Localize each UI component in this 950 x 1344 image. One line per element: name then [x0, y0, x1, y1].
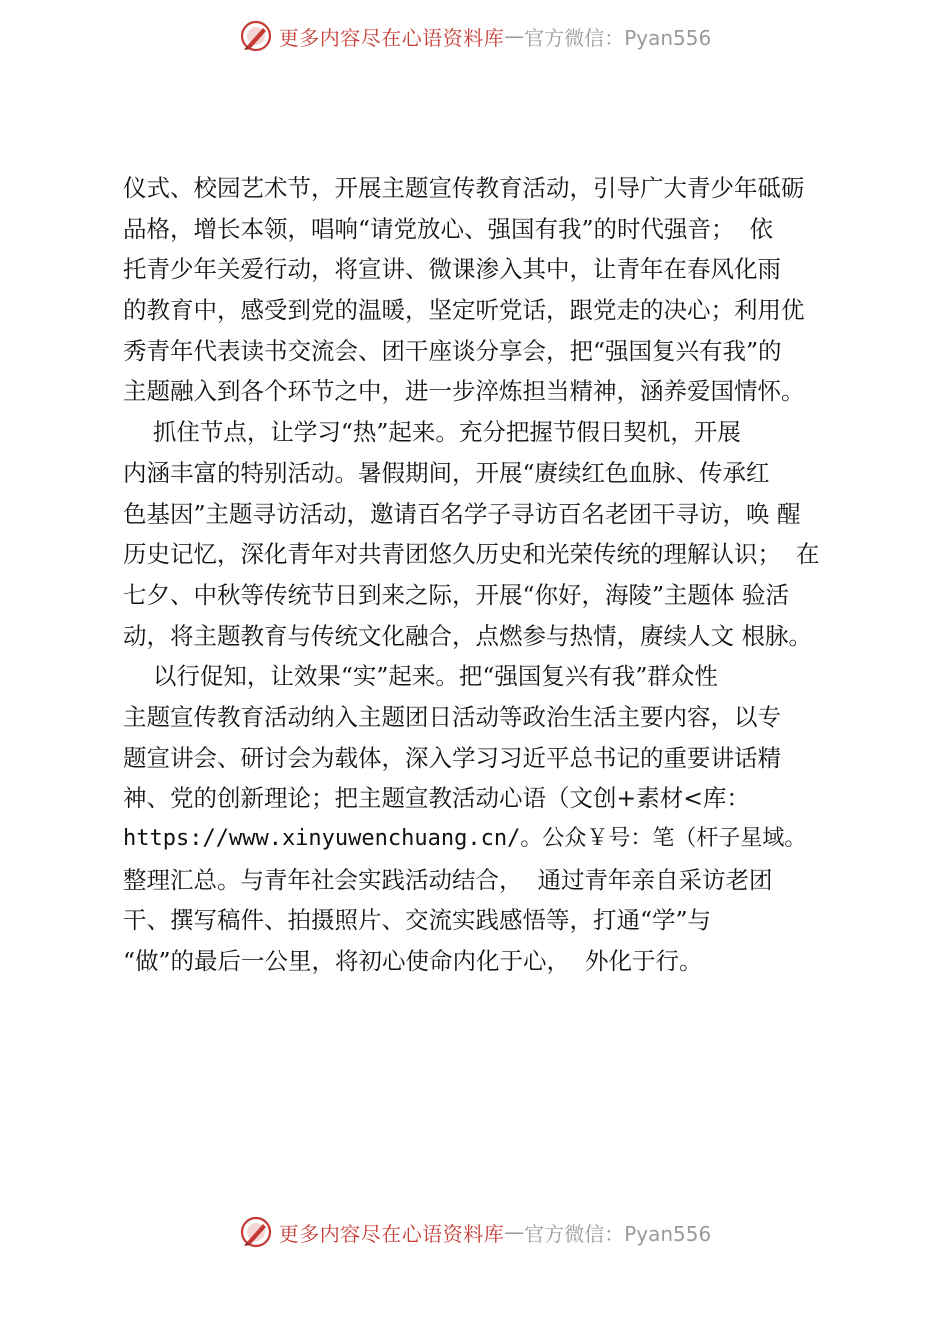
- text-line: 内涵丰富的特别活动。暑假期间，开展“赓续红色血脉、传承红: [123, 458, 770, 487]
- text-line: 抓住节点，让学习“热”起来。充分把握节假日契机，开展: [123, 418, 741, 447]
- banner-text: 更多内容尽在心语资料库: [278, 25, 505, 50]
- text-line: 仪式、校园艺术节，开展主题宣传教育活动，引导广大青少年砥砺: [123, 174, 805, 202]
- text-line: 历史记忆，深化青年对共青团悠久历史和光荣传统的理解认识； 在: [123, 540, 820, 569]
- text-line: 主题宣传教育活动纳入主题团日活动等政治生活主要内容，以专: [123, 702, 781, 731]
- pen-circle-logo-icon: [239, 1215, 273, 1249]
- pen-circle-logo-icon: [239, 19, 273, 53]
- text-line: 的教育中，感受到党的温暖，坚定听党话，跟党走的决心；利用优: [123, 296, 805, 325]
- text-line: 秀青年代表读书交流会、团干座谈分享会，把“强国复兴有我”的: [123, 336, 782, 365]
- header-watermark: [0, 14, 950, 58]
- text-line: 托青少年关爱行动，将宣讲、微课渗入其中，让青年在春风化雨: [123, 255, 781, 284]
- text-line: 神、党的创新理论；把主题宣教活动心语（文创+素材<库：: [123, 784, 750, 813]
- footer-watermark: [0, 1210, 950, 1254]
- text-line: 色基因”主题寻访活动，邀请百名学子寻访百名老团干寻访，唤 醒: [123, 499, 801, 528]
- text-line: 品格，增长本领，唱响“请党放心、强国有我”的时代强音； 依: [123, 214, 773, 243]
- text-line: “做”的最后一公里，将初心使命内化于心， 外化于行。: [123, 947, 703, 976]
- banner-wechat: 官方微信：Pyan556: [524, 25, 712, 50]
- banner-text: 更多内容尽在心语资料库: [278, 1221, 505, 1246]
- text-line: 以行促知，让效果“实”起来。把“强国复兴有我”群众性: [123, 662, 718, 691]
- document-body: [123, 168, 859, 982]
- text-line: 动，将主题教育与传统文化融合，点燃参与热情，赓续人文 根脉。: [123, 621, 812, 650]
- text-line: 干、撰写稿件、拍摄照片、交流实践感悟等，打通“学”与: [123, 906, 712, 935]
- banner-wechat: 官方微信：Pyan556: [524, 1221, 712, 1246]
- text-line: 主题融入到各个环节之中，进一步淬炼担当精神，涵养爱国情怀。: [123, 377, 805, 406]
- banner-separator: —: [504, 1220, 525, 1244]
- text-line: 整理汇总。与青年社会实践活动结合， 通过青年亲自采访老团: [123, 865, 773, 894]
- text-line: 七夕、中秋等传统节日到来之际，开展“你好，海陵”主题体 验活: [123, 580, 789, 609]
- banner-separator: —: [504, 24, 525, 48]
- text-line-url: https://www.xinyuwenchuang.cn/。公众￥号：笔（杆子星域。: [123, 826, 807, 851]
- text-line: 题宣讲会、研讨会为载体，深入学习习近平总书记的重要讲话精: [123, 743, 781, 772]
